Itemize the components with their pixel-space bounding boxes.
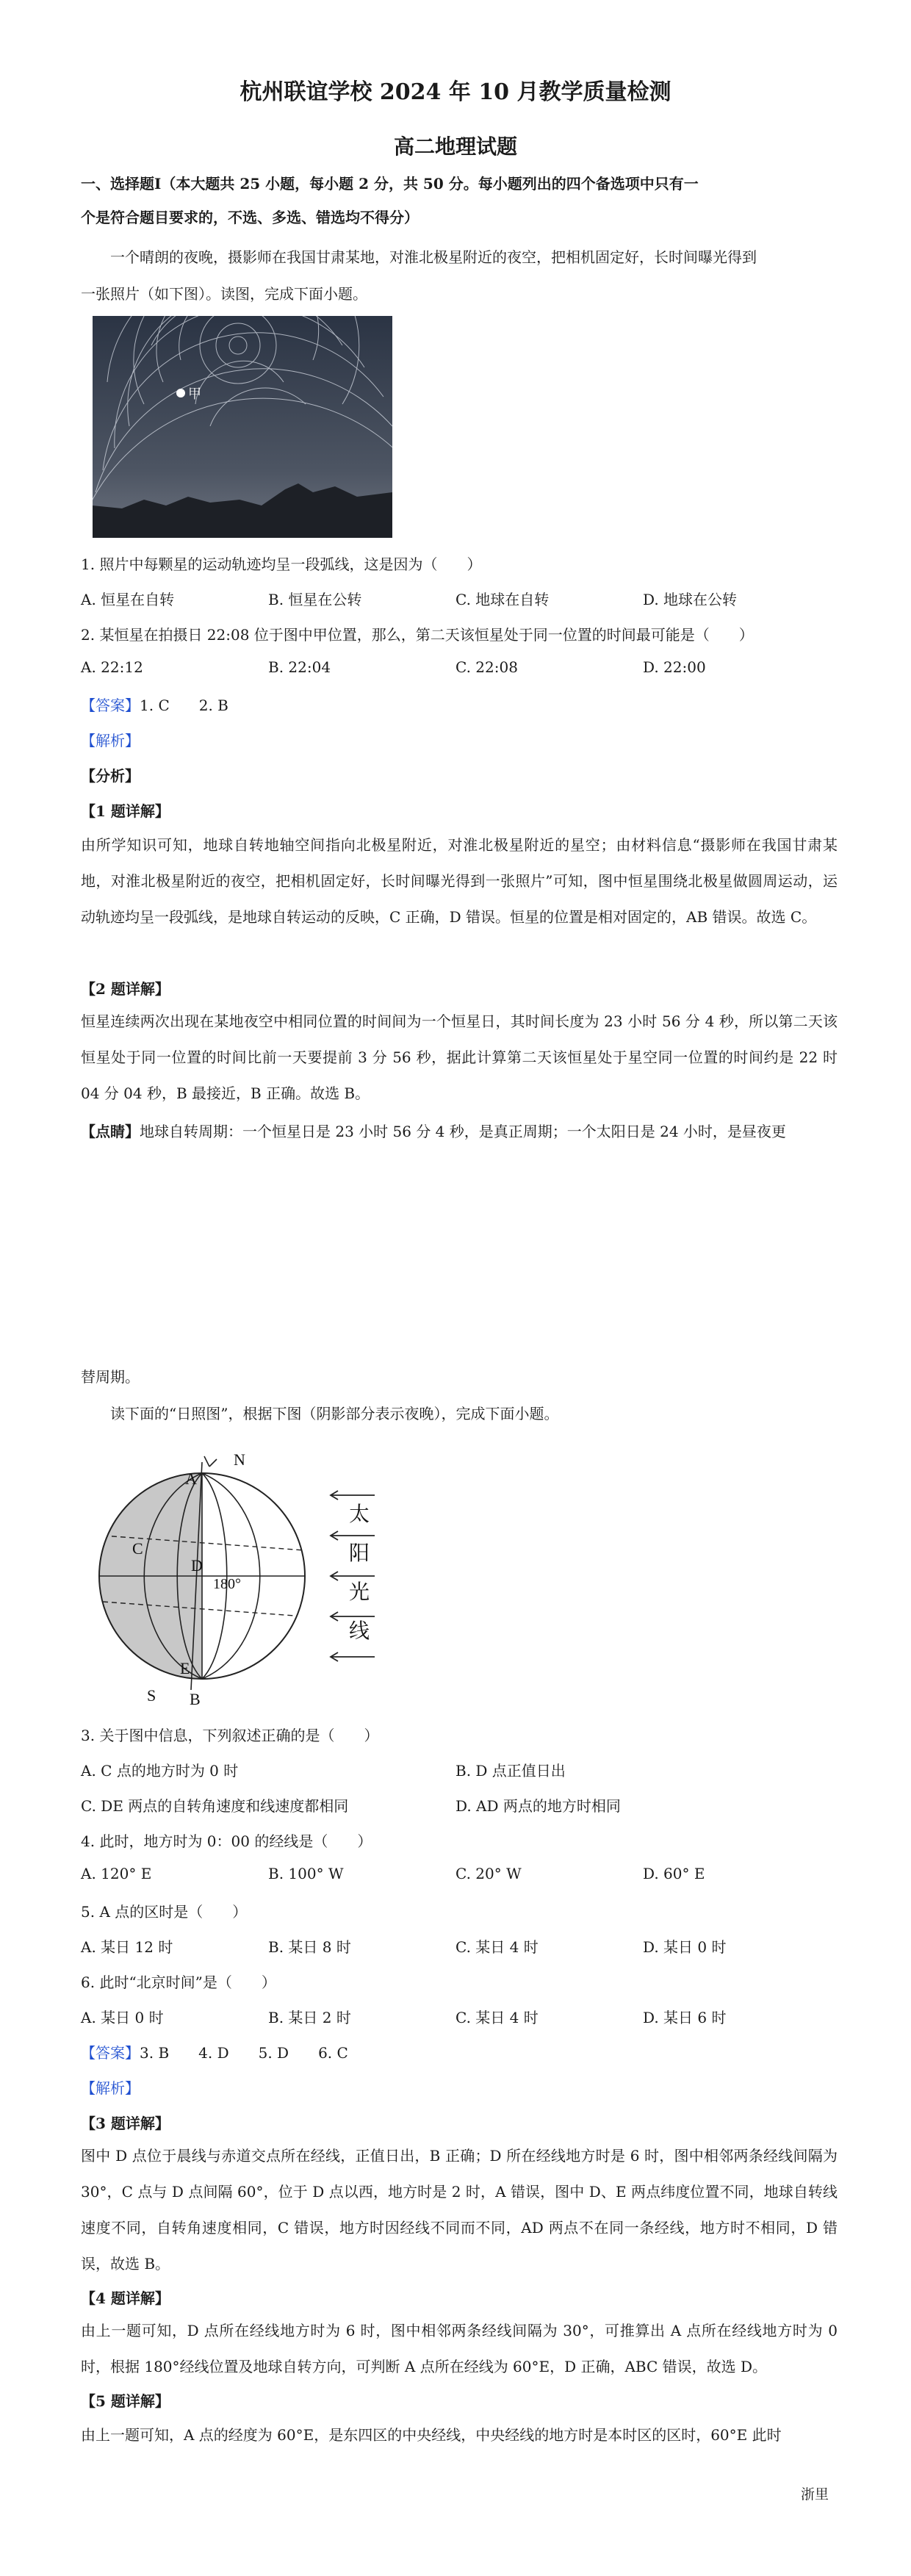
label-a: A <box>185 1469 197 1488</box>
intro-text: 一个晴朗的夜晚，摄影师在我国甘肃某地，对淮北极星附近的夜空，把相机固定好，长时间曝光得到 <box>110 248 757 266</box>
detail-2-text: 恒星连续两次出现在某地夜空中相同位置的时间间为一个恒星日，其时间长度为 23 小时 56 分 4 秒，所以第二天该恒星处于同一位置的时间比前一天要提前 3 分 56 秒，据此计算第二天该恒星处于星空同一位置的时间约是 22 时 04 分 04 秒，B 最接近，B 正确。故选 B。 <box>81 1012 838 1102</box>
label-d: D <box>191 1556 203 1575</box>
q6-option-b: B. 某日 2 时 <box>268 2009 351 2026</box>
detail-5-title: 【5 题详解】 <box>81 2392 170 2410</box>
q2-option-a: A. 22:12 <box>81 658 143 676</box>
q1-option-b: B. 恒星在公转 <box>268 591 362 608</box>
q4-option-d: D. 60° E <box>643 1865 705 1882</box>
q6-option-d: D. 某日 6 时 <box>643 2009 727 2026</box>
fenxi-label: 【分析】 <box>81 767 140 785</box>
label-b: B <box>190 1690 201 1708</box>
dianjing-label: 【点睛】 <box>81 1123 140 1140</box>
q6-option-c: C. 某日 4 时 <box>455 2009 539 2026</box>
label-s: S <box>147 1686 156 1705</box>
detail-3-title: 【3 题详解】 <box>81 2115 170 2132</box>
question-3: 3. 关于图中信息，下列叙述正确的是（ ） <box>81 1727 379 1744</box>
answer-values: 1. C 2. B <box>140 697 228 714</box>
question-2: 2. 某恒星在拍摄日 22:08 位于图中甲位置，那么，第二天该恒星处于同一位置的时间最可能是（ ） <box>81 626 754 644</box>
section-heading-cont: 个是符合题目要求的，不选、多选、错选均不得分） <box>81 209 419 226</box>
q2-option-b: B. 22:04 <box>268 658 331 676</box>
dianjing-line <box>81 1120 786 1141</box>
sun-char-1: 太 <box>349 1503 370 1526</box>
question-1: 1. 照片中每颗星的运动轨迹均呈一段弧线，这是因为（ ） <box>81 555 482 573</box>
q1-option-c: C. 地球在自转 <box>455 591 550 608</box>
answer-label-2: 【答案】 <box>81 2044 140 2062</box>
answer-line-2 <box>81 2041 348 2062</box>
analysis-label-2: 【解析】 <box>81 2079 140 2097</box>
q4-option-a: A. 120° E <box>81 1865 152 1882</box>
q1-options <box>81 588 838 614</box>
q3-option-d: D. AD 两点的地方时相同 <box>455 1797 621 1815</box>
answer-label: 【答案】 <box>81 697 140 714</box>
section-heading: 一、选择题Ⅰ（本大题共 25 小题，每小题 2 分，共 50 分。每小题列出的四个备选项中只有一 <box>81 175 699 193</box>
q5-option-b: B. 某日 8 时 <box>268 1938 351 1956</box>
label-180: 180° <box>213 1576 241 1592</box>
answer-line-1 <box>81 694 228 715</box>
q2-options <box>81 658 838 685</box>
q5-option-a: A. 某日 12 时 <box>81 1938 173 1956</box>
q3-option-c: C. DE 两点的自转角速度和线速度都相同 <box>81 1797 349 1815</box>
detail-5-text: 由上一题可知，A 点的经度为 60°E，是东四区的中央经线，中央经线的地方时是本时区的区时，60°E 此时 <box>81 2426 782 2444</box>
detail-1-text: 由所学知识可知，地球自转地轴空间指向北极星附近，对淮北极星附近的星空；由材料信息“摄影师在我国甘肃某地，对淮北极星附近的夜空，把相机固定好，长时间曝光得到一张照片”可知，图中恒星围绕北极星做圆周运动，运动轨迹均呈一段弧线，是地球自转运动的反映，C 正确，D 错误。恒星的位置是相对固定的，AB 错误。故选 C。 <box>81 836 838 926</box>
q6-option-a: A. 某日 0 时 <box>81 2009 164 2026</box>
question-4: 4. 此时，地方时为 0：00 的经线是（ ） <box>81 1832 372 1850</box>
question-5: 5. A 点的区时是（ ） <box>81 1903 248 1921</box>
photo-label: 甲 <box>188 386 201 402</box>
analysis-label: 【解析】 <box>81 732 140 749</box>
detail-4-text: 由上一题可知，D 点所在经线地方时为 6 时，图中相邻两条经线间隔为 30°，可推算出 A 点所在经线地方时为 0 时，根据 180°经线位置及地球自转方向，可判断 A 点所在经线为 60°E，D 正确，ABC 错误，故选 D。 <box>81 2322 838 2375</box>
dianjing-text: 地球自转周期：一个恒星日是 23 小时 56 分 4 秒，是真正周期；一个太阳日是 24 小时，是昼夜更 <box>140 1123 786 1140</box>
q5-options <box>81 1935 838 1962</box>
exam-subtitle: 高二地理试题 <box>393 134 517 159</box>
label-n: N <box>234 1450 245 1469</box>
dianjing-cont: 替周期。 <box>81 1368 140 1386</box>
q3-option-b: B. D 点正值日出 <box>455 1762 566 1780</box>
q3-options-row2 <box>81 1794 838 1821</box>
question-6: 6. 此时“北京时间”是（ ） <box>81 1974 276 1991</box>
label-e: E <box>180 1659 190 1677</box>
q1-option-a: A. 恒星在自转 <box>81 591 175 608</box>
star-trail-photo <box>93 316 392 538</box>
detail-3-text: 图中 D 点位于晨线与赤道交点所在经线，正值日出，B 正确；D 所在经线地方时是 6 时，图中相邻两条经线间隔为 30°，C 点与 D 点间隔 60°，位于 D 点以西，地方时是 2 时，A 错误，图中 D、E 两点纬度位置不同，地球自转线速度不同，自转角速度相同，C 错误，地方时因经线不同而不同，AD 两点不在同一条经线，地方时不相同，D 错误，故选 B。 <box>81 2147 838 2273</box>
q2-option-d: D. 22:00 <box>643 658 706 676</box>
detail-1-title: 【1 题详解】 <box>81 802 170 820</box>
q4-options <box>81 1865 838 1891</box>
q4-option-b: B. 100° W <box>268 1865 344 1882</box>
sunlight-diagram <box>81 1440 397 1712</box>
q3-option-a: A. C 点的地方时为 0 时 <box>81 1762 239 1780</box>
answer-values-2: 3. B 4. D 5. D 6. C <box>140 2044 348 2062</box>
page-footer: 浙里 <box>800 2486 829 2503</box>
intro-text-cont: 一张照片（如下图）。读图，完成下面小题。 <box>81 285 367 303</box>
q3-options-row1 <box>81 1759 838 1785</box>
exam-title: 杭州联谊学校 2024 年 10 月教学质量检测 <box>240 79 671 105</box>
sun-char-4: 线 <box>349 1620 370 1643</box>
q6-options <box>81 2006 838 2032</box>
intro-2: 读下面的“日照图”，根据下图（阴影部分表示夜晚），完成下面小题。 <box>110 1405 559 1422</box>
sun-char-3: 光 <box>349 1581 370 1604</box>
label-c: C <box>132 1539 143 1558</box>
sun-char-2: 阳 <box>349 1542 370 1565</box>
q5-option-c: C. 某日 4 时 <box>455 1938 539 1956</box>
q1-option-d: D. 地球在公转 <box>643 591 738 608</box>
q5-option-d: D. 某日 0 时 <box>643 1938 727 1956</box>
detail-4-title: 【4 题详解】 <box>81 2289 170 2307</box>
q4-option-c: C. 20° W <box>455 1865 522 1882</box>
detail-2-title: 【2 题详解】 <box>81 980 170 998</box>
q2-option-c: C. 22:08 <box>455 658 518 676</box>
